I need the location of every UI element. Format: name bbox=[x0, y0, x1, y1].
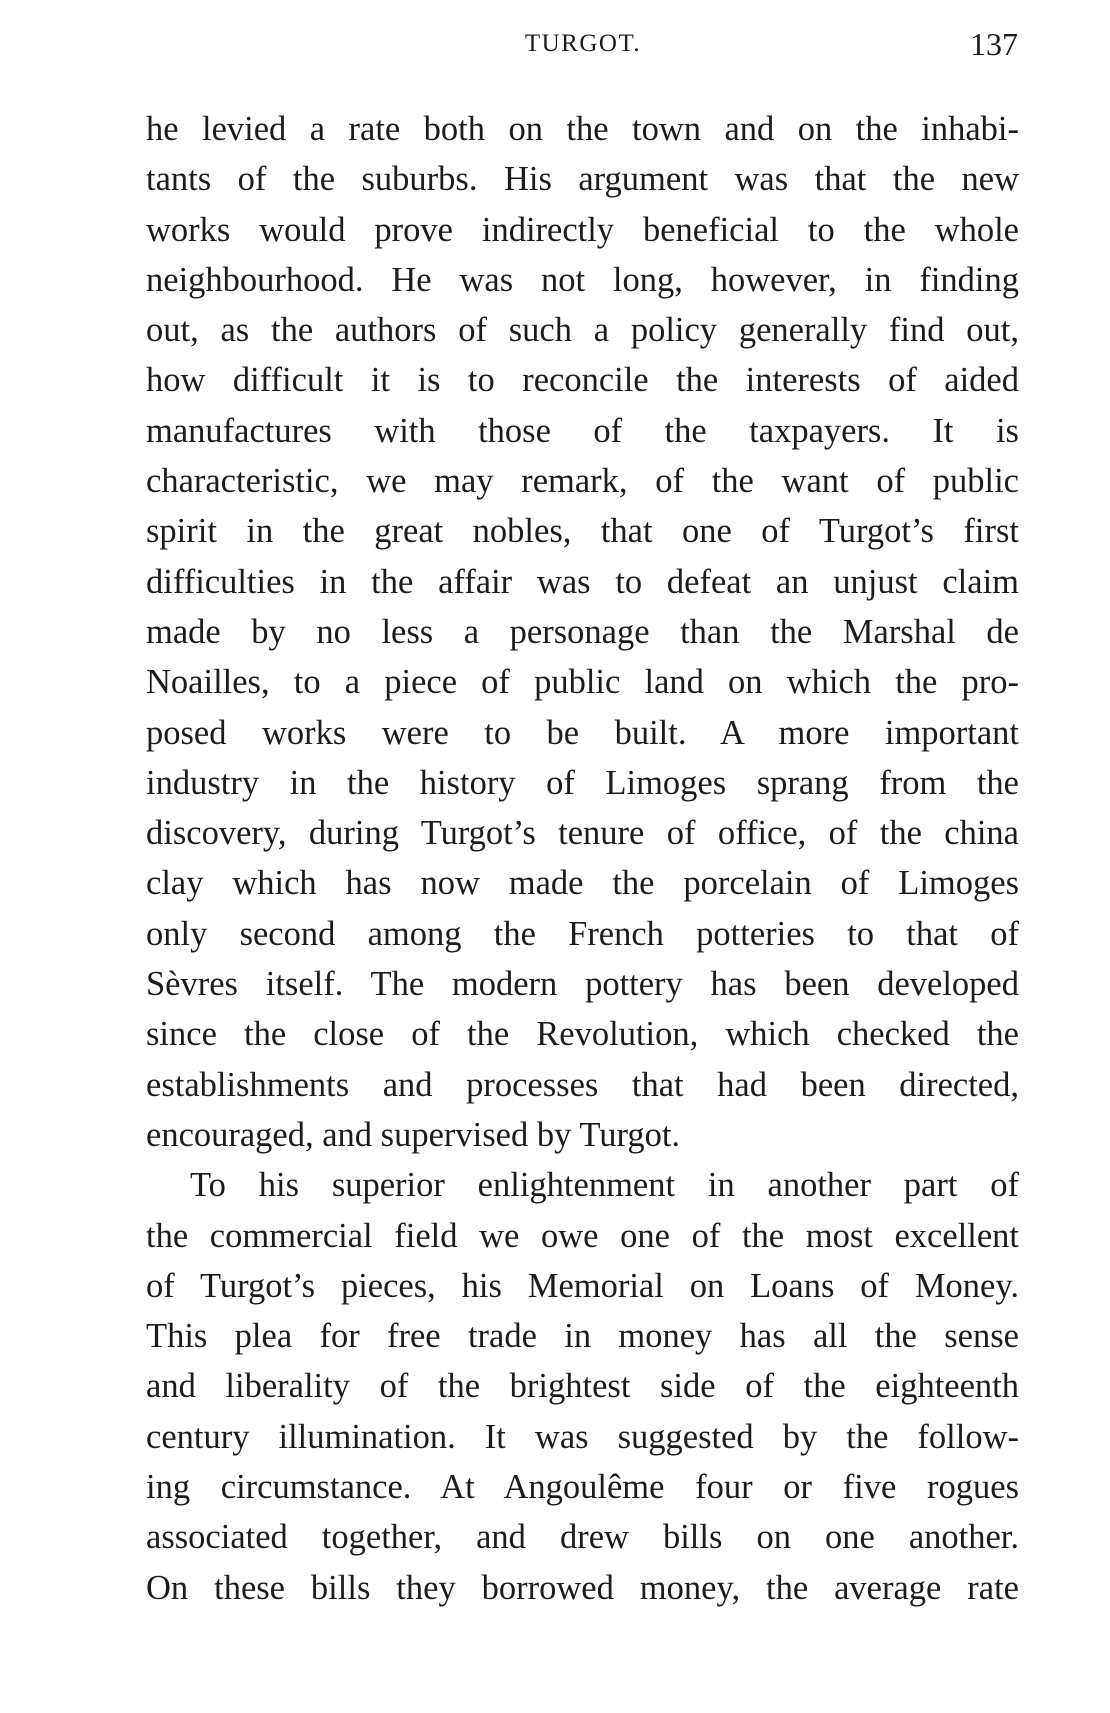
text-line: manufactures with those of the taxpayers. It is bbox=[146, 411, 1019, 450]
text-line: This plea for free trade in money has all the sense bbox=[146, 1317, 1019, 1356]
text-line: associated together, and drew bills on one another. bbox=[146, 1518, 1019, 1557]
paragraph-2 bbox=[146, 1160, 1019, 1613]
text-line: only second among the French potteries to that of bbox=[146, 914, 1019, 953]
text-line: spirit in the great nobles, that one of Turgot’s first bbox=[146, 512, 1019, 551]
text-line: On these bills they borrowed money, the average rate bbox=[146, 1568, 1019, 1607]
running-head: TURGOT. bbox=[524, 30, 642, 57]
text-line: Sèvres itself. The modern pottery has been developed bbox=[146, 965, 1019, 1004]
page-number: 137 bbox=[970, 26, 1018, 62]
page-header bbox=[148, 26, 1018, 70]
text-line: made by no less a personage than the Marshal de bbox=[146, 612, 1019, 651]
text-line: tants of the suburbs. His argument was that the new bbox=[146, 160, 1019, 199]
text-line: the commercial field we owe one of the most excellent bbox=[146, 1216, 1019, 1255]
text-line: since the close of the Revolution, which checked the bbox=[146, 1015, 1019, 1054]
text-line: characteristic, we may remark, of the want of public bbox=[146, 462, 1019, 501]
text-line: works would prove indirectly beneficial to the whole bbox=[146, 210, 1019, 249]
text-line: and liberality of the brightest side of the eighteenth bbox=[146, 1367, 1019, 1406]
text-line: establishments and processes that had been directed, bbox=[146, 1065, 1019, 1104]
text-line: clay which has now made the porcelain of Limoges bbox=[146, 864, 1019, 903]
text-line: he levied a rate both on the town and on the inhabi- bbox=[146, 110, 1019, 148]
text-line: posed works were to be built. A more important bbox=[146, 713, 1019, 752]
text-line: Noailles, to a piece of public land on which the pro- bbox=[146, 663, 1019, 702]
text-line: out, as the authors of such a policy generally find out, bbox=[146, 311, 1019, 350]
text-line: industry in the history of Limoges sprang from the bbox=[146, 763, 1019, 802]
text-line: ing circumstance. At Angoulême four or five rogues bbox=[146, 1468, 1019, 1507]
text-line: how difficult it is to reconcile the interests of aided bbox=[146, 361, 1019, 400]
text-line: encouraged, and supervised by Turgot. bbox=[146, 1115, 681, 1154]
body-text bbox=[146, 104, 1019, 1613]
text-line: neighbourhood. He was not long, however, in finding bbox=[146, 260, 1019, 299]
text-line: century illumination. It was suggested by the follow- bbox=[146, 1417, 1019, 1456]
text-line: of Turgot’s pieces, his Memorial on Loans of Money. bbox=[146, 1266, 1019, 1305]
text-line: discovery, during Turgot’s tenure of office, of the china bbox=[146, 814, 1019, 853]
paragraph-1 bbox=[146, 104, 1019, 1160]
text-line: To his superior enlightenment in another part of bbox=[190, 1166, 1019, 1205]
text-line: difficulties in the affair was to defeat an unjust claim bbox=[146, 562, 1019, 601]
